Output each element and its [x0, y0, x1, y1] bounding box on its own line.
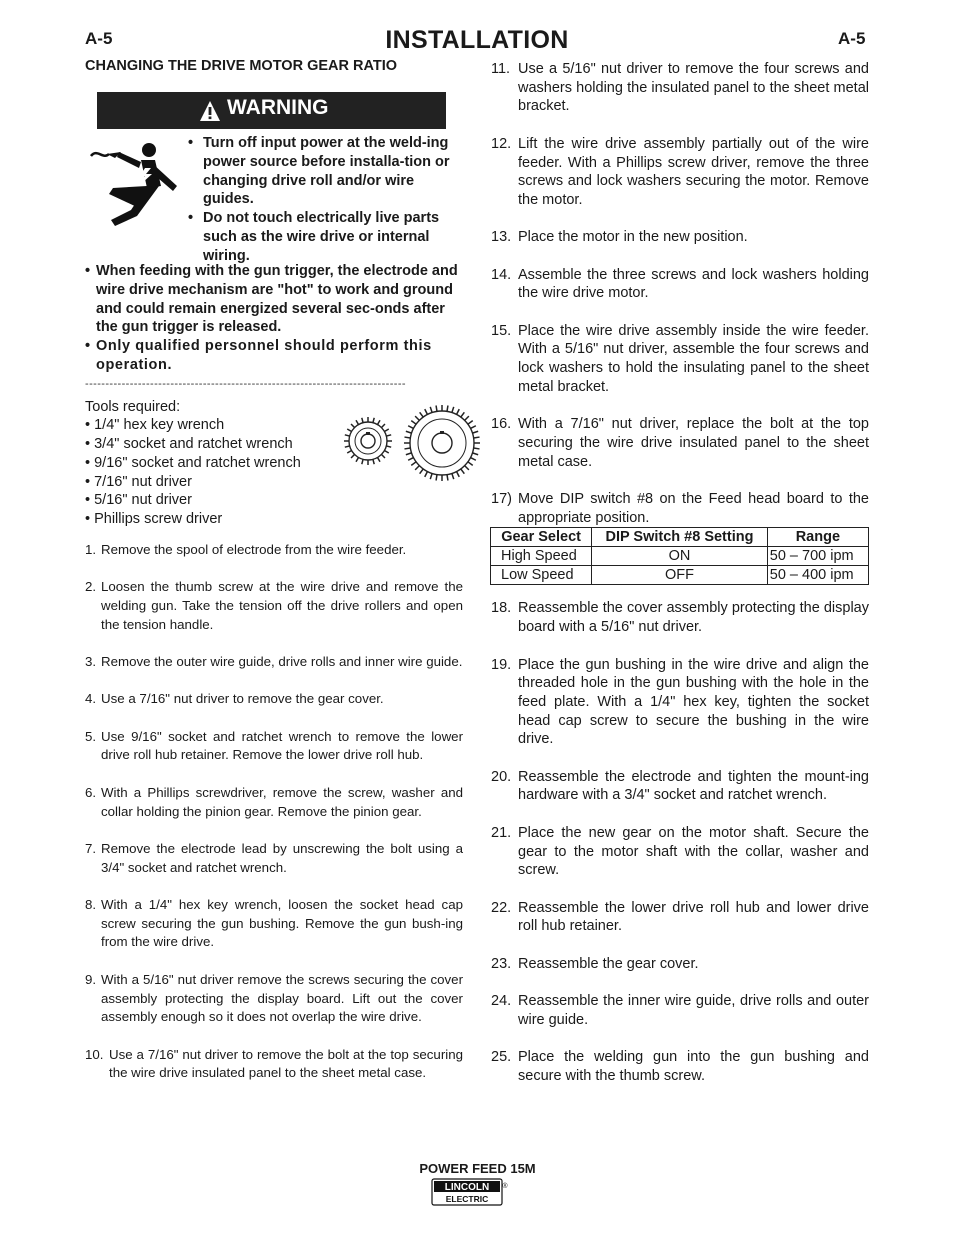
gear-tooth [384, 450, 388, 453]
gear-tooth [415, 465, 419, 469]
page-number-left: A-5 [85, 29, 113, 48]
gear-tooth [457, 471, 460, 476]
gear-tooth [425, 471, 428, 476]
warning-bullet: • Turn off input power at the weld-ing power source before installa-tion or changing drive roll and/or wire guides. [188, 134, 462, 209]
gear-tooth [471, 426, 476, 429]
step-item: 19. Place the gun bushing in the wire drive and align the threaded hole in the gun bushing with the hole in the feed plate. With a 1/4" hex key, tighten the socket head cap screw to secure the bushing in the wire drive. [491, 656, 869, 748]
step-item: 12. Lift the wire drive assembly partially out of the wire feeder. With a Phillips screw driver, remove the three screws and lock washers securing the motor. Remove the motor. [491, 135, 869, 208]
step-item: 24. Reassemble the inner wire guide, drive rolls and outer wire guide. [491, 993, 869, 1028]
table-header: Gear Select [491, 528, 592, 547]
warning-bullet: • When feeding with the gun trigger, the electrode and wire drive mechanism are "hot" to work and ground and could remain energized several sec-onds after the gun trigger is released. [85, 262, 463, 337]
tool-item: • Phillips screw driver [85, 511, 223, 527]
gear-tooth [472, 453, 478, 455]
gear-tooth [472, 431, 478, 433]
step-item: 17) Move DIP switch #8 on the Feed head board to the appropriate position. [491, 491, 869, 526]
dip-switch-table [490, 527, 869, 585]
table-cell: ON [592, 547, 768, 566]
lincoln-electric-logo [431, 1178, 510, 1206]
tool-item: • 1/4" hex key wrench [85, 417, 225, 434]
gear-tooth [406, 453, 412, 455]
gear-tooth [386, 435, 391, 436]
gears-illustration [339, 404, 485, 490]
table-row [491, 566, 869, 585]
right-column [491, 60, 869, 1104]
step-item: 25. Place the welding gun into the gun bushing and secure with the thumb screw. [491, 1049, 869, 1084]
gear-tooth [465, 465, 469, 469]
gear-tooth [468, 462, 473, 466]
step-item: 22. Reassemble the lower drive roll hub and lower drive roll hub retainer. [491, 899, 869, 935]
warning-triangle-icon [199, 100, 221, 122]
gear-tooth [452, 473, 454, 479]
steps-left [85, 541, 463, 1083]
table-cell: 50 – 400 ipm [767, 566, 868, 585]
table-cell: Low Speed [491, 566, 592, 585]
step-item: 1. Remove the spool of electrode from the wire feeder. [85, 541, 407, 557]
table-cell: High Speed [491, 547, 592, 566]
warning-icon-block [85, 134, 463, 262]
gear-tooth [362, 418, 363, 423]
steps-right [491, 60, 869, 1086]
gear-tooth [471, 457, 476, 460]
gear-tooth [362, 459, 363, 464]
warning-full-bullets [85, 262, 463, 375]
tool-item: • 7/16" nut driver [85, 473, 192, 490]
tools-title: Tools required: [85, 398, 181, 415]
gear-tooth [452, 407, 454, 413]
table-cell: 50 – 700 ipm [767, 547, 868, 566]
tool-item: • 5/16" nut driver [85, 492, 192, 509]
step-item: 15. Place the wire drive assembly inside the wire feeder. With a 5/16" nut driver, assemble the four screws and lock washers to hold the insulating panel to the sheet metal bracket. [491, 322, 869, 395]
gear-tooth [406, 431, 412, 433]
step-item: 7. Remove the electrode lead by unscrewing the bolt using a 3/4" socket and ratchet wrench. [85, 840, 463, 875]
step-item: 8. With a 1/4" hex key wrench, loosen the socket head cap screw securing the gun bushing. Remove the gun bush-ing from the wire drive. [85, 897, 463, 950]
gear-tooth [457, 409, 460, 414]
step-item: 21. Place the new gear on the motor shaft. Secure the gear to the motor shaft with the collar, washer and screw. [491, 824, 869, 879]
gear-tooth [430, 473, 432, 479]
gear-tooth [420, 469, 424, 474]
step-item: 10. Use a 7/16" nut driver to remove the bolt at the top securing the wire drive insulated panel to the sheet metal case. [85, 1046, 463, 1081]
step-item: 11. Use a 5/16" nut driver to remove the four screws and washers holding the insulated panel to the sheet metal bracket. [491, 61, 869, 115]
step-item: 23. Reassemble the gear cover. [491, 955, 699, 972]
gear-tooth [386, 446, 391, 447]
table-header: DIP Switch #8 Setting [592, 528, 768, 547]
warning-banner [97, 92, 446, 129]
warning-bullet: • Do not touch electrically live parts such as the wire drive or internal wiring. [188, 209, 462, 265]
gear-tooth [345, 446, 350, 447]
gear-tooth [347, 429, 351, 432]
warning-bullet: • Only qualified personnel should perform this operation. [85, 337, 463, 375]
gear-tooth [474, 448, 480, 449]
gear-tooth [351, 454, 355, 458]
step-item: 4. Use a 7/16" nut driver to remove the gear cover. [85, 691, 384, 707]
gear-tooth [373, 459, 374, 464]
logo-bottom-text: ELECTRIC [445, 1194, 489, 1204]
step-item: 5. Use 9/16" socket and ratchet wrench to remove the lower drive roll hub retainer. Remove the lower drive roll hub. [85, 728, 463, 763]
gear-tooth [404, 437, 410, 438]
warning-icon-bullets [188, 134, 462, 266]
tool-item: • 3/4" socket and ratchet wrench [85, 436, 293, 453]
gear-tooth [347, 450, 351, 453]
gear-tooth [461, 412, 465, 417]
gear-tooth [345, 435, 350, 436]
gear-tooth [378, 420, 381, 424]
gear-tooth [408, 457, 413, 460]
gear-tooth [381, 454, 385, 458]
gear-tooth [351, 424, 355, 428]
table-header: Range [767, 528, 868, 547]
page-title: INSTALLATION [385, 26, 569, 54]
tools-required [85, 398, 463, 526]
gear-tooth [420, 412, 424, 417]
large-gear-icon [404, 405, 480, 481]
step-item: 14. Assemble the three screws and lock washers holding the wire drive motor. [491, 266, 869, 302]
gear-tooth [465, 416, 469, 420]
electric-shock-icon [89, 142, 185, 232]
gear-tooth [447, 405, 448, 411]
step-item: 18. Reassemble the cover assembly protecting the display board with a 5/16" nut driver. [491, 600, 869, 636]
left-column [85, 56, 463, 1102]
gear-tooth [436, 405, 437, 411]
gear-tooth [356, 420, 359, 424]
logo-top-text: LINCOLN [444, 1182, 490, 1193]
logo-registered-mark: ® [502, 1183, 508, 1190]
gear-tooth [468, 420, 473, 424]
separator-line: ------------------------------------------------------------------------------- [85, 377, 406, 390]
gear-tooth [474, 437, 480, 438]
gear-tooth [356, 457, 359, 461]
step-item: 3. Remove the outer wire guide, drive rolls and inner wire guide. [85, 653, 463, 669]
gear-tooth [436, 474, 437, 480]
step-item: 16. With a 7/16" nut driver, replace the bolt at the top securing the wire drive insulated panel to the sheet metal case. [491, 416, 869, 470]
gear-tooth [373, 418, 374, 423]
gear-tooth [381, 424, 385, 428]
footer-product-name: POWER FEED 15M [419, 1161, 536, 1176]
gear-tooth [411, 462, 416, 466]
tool-item: • 9/16" socket and ratchet wrench [85, 454, 301, 471]
gear-tooth [384, 429, 388, 432]
table-row [491, 547, 869, 566]
gear-tooth [408, 426, 413, 429]
gear-tooth [411, 420, 416, 424]
gear-tooth [447, 474, 448, 480]
step-item: 2. Loosen the thumb screw at the wire drive and remove the welding gun. Take the tension off the drive rollers and open the tension handle. [85, 579, 463, 632]
gear-tooth [404, 448, 410, 449]
step-item: 9. With a 5/16" nut driver remove the screws securing the cover assembly protecting the display board. Lift out the cover assembly enough so it does not overlap the wire drive. [85, 971, 463, 1025]
small-gear-icon [344, 417, 392, 465]
step-item: 6. With a Phillips screwdriver, remove the screw, washer and collar holding the pinion gear. Remove the pinion gear. [85, 784, 463, 819]
warning-label: WARNING [227, 96, 329, 119]
section-title: CHANGING THE DRIVE MOTOR GEAR RATIO [85, 58, 398, 74]
table-header-row [491, 528, 869, 547]
gear-tooth [430, 407, 432, 413]
page-number-right: A-5 [838, 29, 866, 48]
gear-tooth [378, 457, 381, 461]
gear-tooth [461, 469, 465, 474]
step-item: 13. Place the motor in the new position. [491, 229, 748, 246]
step-item: 20. Reassemble the electrode and tighten the mount-ing hardware with a 3/4" socket and ratchet wrench. [491, 768, 869, 804]
gear-tooth [415, 416, 419, 420]
table-cell: OFF [592, 566, 768, 585]
gear-tooth [425, 409, 428, 414]
